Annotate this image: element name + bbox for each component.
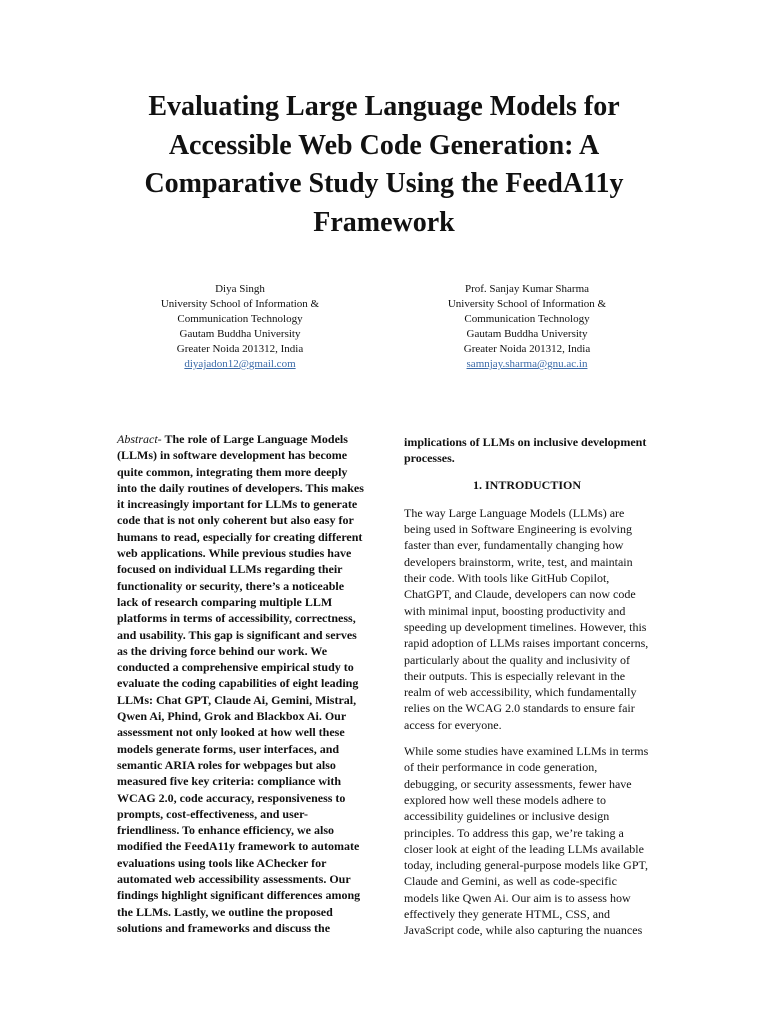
author-affiliation-line: Gautam Buddha University — [179, 328, 301, 340]
abstract-line: quite common, integrating them more deeply — [117, 464, 348, 479]
abstract-line: LLMs: Chat GPT, Claude Ai, Gemini, Mistral, — [117, 692, 357, 707]
abstract-line: platforms in terms of accessibility, correctness, — [117, 611, 356, 626]
paragraph-line: The way Large Language Models (LLMs) are — [404, 505, 625, 520]
paragraph-line: being used in Software Engineering is evolving — [404, 522, 632, 537]
abstract-line: modified the FeedA11y framework to automate — [117, 839, 360, 854]
abstract-line: code that is not only coherent but also easy for — [117, 513, 354, 528]
abstract-line: models generate forms, user interfaces, and — [117, 741, 340, 756]
author-affiliation-line: Gautam Buddha University — [466, 328, 588, 340]
author-email-link[interactable]: diyajadon12@gmail.com — [184, 358, 296, 370]
paragraph-line: realm of web accessibility, which fundamentally — [404, 685, 637, 700]
paragraph-line: Claude and Gemini, as well as code-specific — [404, 874, 617, 889]
abstract-line: assessment not only looked at how well these — [117, 725, 345, 740]
author-name: Diya Singh — [215, 283, 265, 295]
abstract-line: Qwen Ai, Phind, Grok and Blackbox Ai. Our — [117, 709, 347, 724]
paragraph-line: their outputs. This is especially relevant in the — [404, 668, 626, 683]
paragraph-line: While some studies have examined LLMs in terms — [404, 744, 649, 759]
abstract-line: focused on individual LLMs regarding their — [117, 562, 343, 577]
author-affiliation-line: Communication Technology — [177, 313, 303, 325]
author-email-link[interactable]: samnjay.sharma@gnu.ac.in — [466, 358, 588, 370]
abstract-line: functionality or security, there’s a noticeable — [117, 578, 345, 593]
abstract-line: prompts, cost-effectiveness, and user- — [117, 806, 308, 821]
paragraph-line: debugging, or security assessments, fewer have — [404, 776, 632, 791]
abstract-line: web applications. While previous studies have — [117, 546, 352, 561]
abstract-line: evaluate the coding capabilities of eight leading — [117, 676, 359, 691]
abstract-column — [117, 431, 365, 936]
abstract-line: solutions and frameworks and discuss the — [117, 920, 331, 935]
paragraph-line: accessibility guidelines or inclusive design — [404, 809, 610, 824]
paragraph-line: JavaScript code, while also capturing the nuances — [404, 923, 643, 938]
title-line: Accessible Web Code Generation: A — [168, 129, 600, 161]
abstract-body — [117, 447, 365, 936]
introduction-paragraph-1 — [404, 505, 650, 733]
paragraph-line: their code. With tools like GitHub Copilot, — [404, 571, 610, 586]
abstract-line: measured five key criteria: compliance with — [117, 774, 342, 789]
author-affiliation-line: University School of Information & — [160, 298, 320, 310]
paragraph-line: developers brainstorm, write, test, and maintain — [404, 554, 633, 569]
abstract-first-line: The role of Large Language Models — [164, 432, 348, 446]
abstract-line: friendliness. To enhance efficiency, we also — [117, 823, 334, 838]
paper-title — [100, 88, 668, 242]
paragraph-line: explored how well these models adhere to — [404, 792, 606, 807]
abstract-line: conducted a comprehensive empirical study to — [117, 660, 354, 675]
author-name: Prof. Sanjay Kumar Sharma — [464, 283, 590, 295]
paragraph-line: rapid adoption of LLMs raises important concerns, — [404, 636, 649, 651]
abstract-continuation-line: processes. — [404, 451, 455, 466]
author-affiliation-line: Greater Noida 201312, India — [176, 343, 304, 355]
author-affiliation-line: Greater Noida 201312, India — [463, 343, 591, 355]
right-column — [404, 434, 650, 949]
author-block-1 — [90, 282, 390, 372]
title-line: Evaluating Large Language Models for — [148, 91, 620, 122]
paragraph-line: of their performance in code generation, — [404, 760, 598, 775]
title-line: Framework — [313, 206, 455, 238]
abstract-line: lack of research comparing multiple LLM — [117, 594, 333, 609]
abstract-line: as the driving force behind our work. We — [117, 643, 328, 658]
abstract-line — [117, 431, 365, 447]
abstract-continuation — [404, 434, 650, 467]
paragraph-line: effectively they generate HTML, CSS, and — [404, 907, 611, 922]
paragraph-line: access for everyone. — [404, 717, 502, 732]
paragraph-line: particularly about the quality and inclusivity of — [404, 652, 630, 667]
abstract-line: findings highlight significant differences among — [117, 888, 361, 903]
paragraph-line: today, including general-purpose models like GPT, — [404, 858, 648, 873]
paragraph-line: ChatGPT, and Claude, developers can now code — [404, 587, 636, 602]
introduction-paragraph-2 — [404, 743, 650, 939]
abstract-line: WCAG 2.0, code accuracy, responsiveness to — [117, 790, 346, 805]
abstract-line: semantic ARIA roles for webpages but also — [117, 757, 336, 772]
abstract-line: automated web accessibility assessments. Our — [117, 872, 351, 887]
author-affiliation-line: Communication Technology — [464, 313, 590, 325]
abstract-line: into the daily routines of developers. This makes — [117, 480, 364, 495]
paragraph-line: relies on the WCAG 2.0 standards to ensure fair — [404, 701, 635, 716]
paragraph-line: models like Qwen Ai. Our aim is to assess how — [404, 890, 631, 905]
section-heading-introduction: 1. INTRODUCTION — [472, 477, 581, 492]
abstract-line: evaluations using tools like AChecker for — [117, 855, 327, 870]
author-affiliation-line: University School of Information & — [447, 298, 607, 310]
abstract-line: (LLMs) in software development has become — [117, 448, 348, 463]
author-block-2 — [377, 282, 677, 372]
abstract-label: Abstract- — [117, 432, 162, 446]
paragraph-line: principles. To address this gap, we’re taking a — [404, 825, 624, 840]
abstract-line: humans to read, especially for creating different — [117, 529, 363, 544]
abstract-line: the LLMs. Lastly, we outline the proposed — [117, 904, 333, 919]
title-line: Comparative Study Using the FeedA11y — [144, 168, 624, 199]
paragraph-line: with minimal input, boosting productivity and — [404, 603, 626, 618]
paragraph-line: speeding up development timelines. However, this — [404, 619, 647, 634]
paragraph-line: closer look at eight of the leading LLMs available — [404, 841, 644, 856]
abstract-line: it increasingly important for LLMs to generate — [117, 497, 358, 512]
paragraph-line: faster than ever, fundamentally changing how — [404, 538, 624, 553]
abstract-continuation-line: implications of LLMs on inclusive development — [404, 435, 647, 449]
abstract-line: and usability. This gap is significant and serves — [117, 627, 357, 642]
